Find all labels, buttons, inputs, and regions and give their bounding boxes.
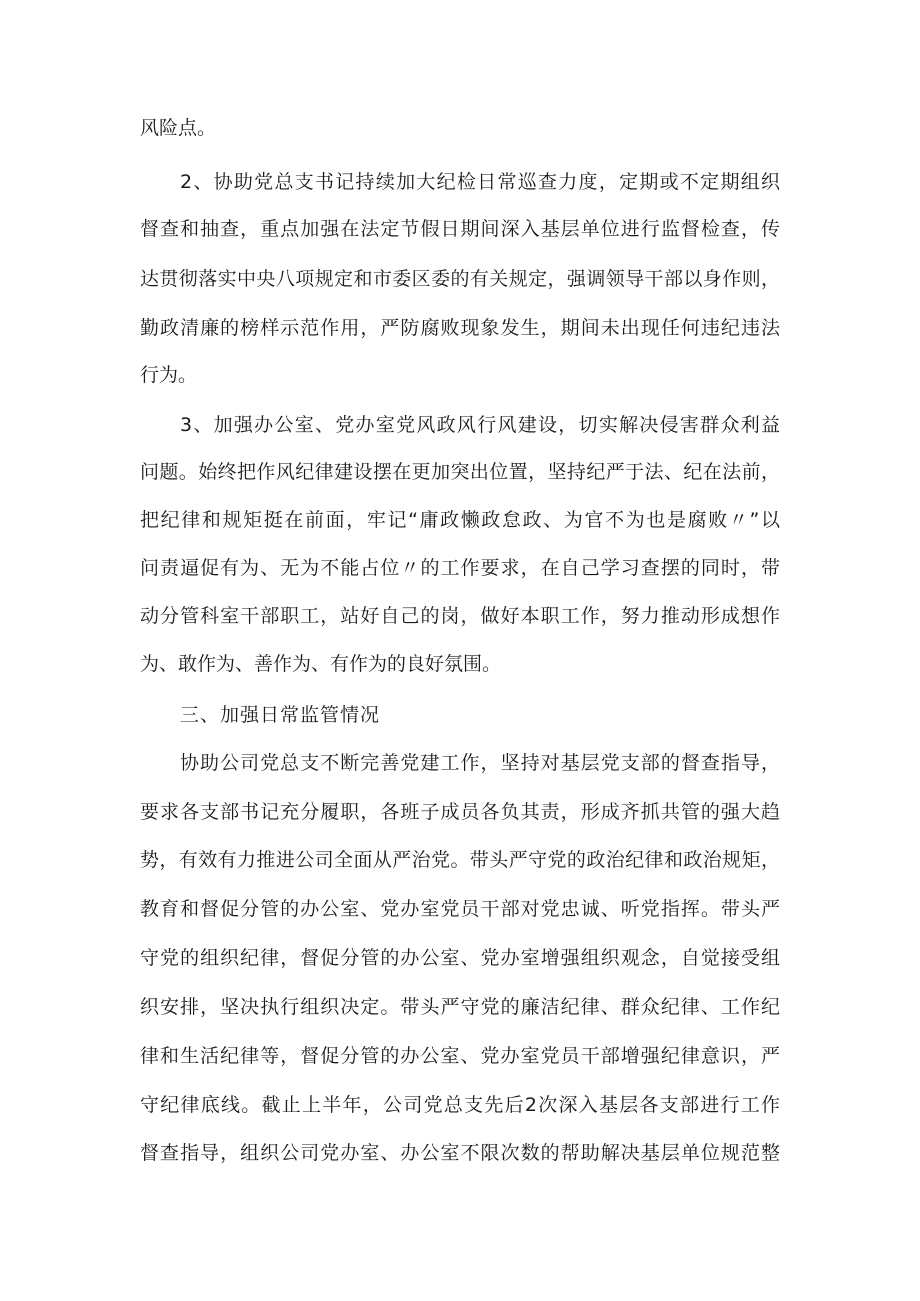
text-line: 协助公司党总支不断完善党建工作，坚持对基层党支部的督查指导， [180, 752, 780, 774]
text-line: 勤政清廉的榜样示范作用，严防腐败现象发生，期间未出现任何违纪违法 [140, 317, 780, 339]
text-line: 要求各支部书记充分履职，各班子成员各负其责，形成齐抓共管的强大趋 [140, 801, 780, 823]
text-line: 守纪律底线。截止上半年，公司党总支先后2次深入基层各支部进行工作 [140, 1094, 780, 1116]
text-line: 把纪律和规矩挺在前面，牢记“庸政懒政怠政、为官不为也是腐败〃”以 [140, 509, 780, 531]
text-line: 3、加强办公室、党办室党风政风行风建设，切实解决侵害群众利益 [180, 414, 780, 436]
section-heading: 三、加强日常监管情况 [180, 704, 381, 726]
text-line: 问责逼促有为、无为不能占位〃的工作要求，在自己学习查摆的同时，带 [140, 557, 780, 579]
text-line: 动分管科室干部职工，站好自己的岗，做好本职工作，努力推动形成想作 [140, 605, 780, 627]
text-line: 达贯彻落实中央八项规定和市委区委的有关规定，强调领导干部以身作则， [140, 268, 780, 290]
text-line: 问题。始终把作风纪律建设摆在更加突出位置，坚持纪严于法、纪在法前， [140, 461, 780, 483]
text-line: 织安排，坚决执行组织决定。带头严守党的廉洁纪律、群众纪律、工作纪 [140, 996, 780, 1018]
text-line: 律和生活纪律等，督促分管的办公室、党办室党员干部增强纪律意识，严 [140, 1045, 780, 1067]
text-line: 2、协助党总支书记持续加大纪检日常巡查力度，定期或不定期组织 [180, 171, 780, 193]
text-line: 风险点。 [140, 117, 217, 139]
text-line: 势，有效有力推进公司全面从严治党。带头严守党的政治纪律和政治规矩， [140, 849, 780, 871]
text-line: 督查指导，组织公司党办室、办公室不限次数的帮助解决基层单位规范整 [140, 1142, 780, 1164]
text-line: 守党的组织纪律，督促分管的办公室、党办室增强组织观念，自觉接受组 [140, 947, 780, 969]
text-line: 督查和抽查，重点加强在法定节假日期间深入基层单位进行监督检查，传 [140, 218, 780, 240]
text-line: 行为。 [140, 364, 198, 386]
text-line: 教育和督促分管的办公室、党办室党员干部对党忠诚、听党指挥。带头严 [140, 898, 780, 920]
text-line: 为、敢作为、善作为、有作为的良好氛围。 [140, 653, 502, 675]
